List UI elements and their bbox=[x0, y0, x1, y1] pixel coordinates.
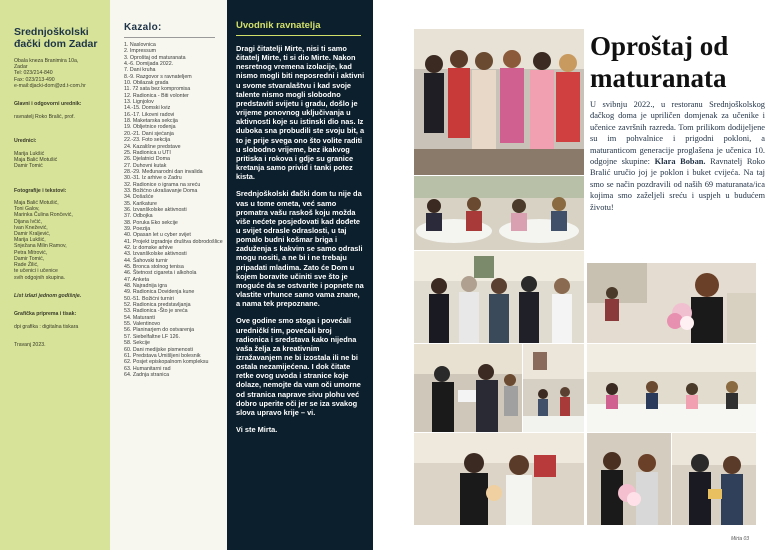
contents-item: 33. Božićno ukrašavanje Doma bbox=[124, 187, 198, 194]
print-name: dpi grafika : digitalna tiskara bbox=[14, 323, 79, 330]
photo-hall-overview bbox=[522, 343, 585, 433]
contents-item: 38. Poruka Eko sekcije bbox=[124, 219, 178, 226]
photo-dining-room bbox=[586, 343, 757, 433]
contents-item: 19. Obljetnice rođenja bbox=[124, 124, 176, 131]
editorial-column bbox=[227, 0, 373, 550]
publisher-name: Srednjoškolski đački dom Zadar bbox=[14, 26, 98, 50]
editorial-paragraph-3: Ove godine smo stoga i povećali uredničkí tim, povećali broj radionica i sredstava kako nijedna vaša želja za kreativnim izražavanjem ne bi izostala ili ne bi ostala nezamijećena. I dok čitate retke ovog uvoda i stranice koje dolaze, nemojte da vam oči umorne od stranica naprave sivu plohu već dobro uperite oči jer se iza svakog slova upravo krije – vi. bbox=[236, 316, 361, 417]
contents-item: 10. Obilazak grada bbox=[124, 80, 169, 87]
article-body bbox=[590, 99, 765, 213]
contents-item: 12. Radionica - Biti volonter bbox=[124, 92, 189, 99]
print-heading: Grafička priprema i tisak: bbox=[14, 311, 77, 318]
contents-item: 42. Iz domske arhive bbox=[124, 245, 173, 251]
photo-names: Maja Balić Motušić, Toni Galov, Marinka Čulina Rončević, Dijana Ivčić, Ivan Knežević, Damir Kraljević, Marija Lukšić, Snježana Milin Ramov, Petra Mitrović, Damir Tomić, Rade Žilić, te učenici i učenice svih odgojnih skupina. bbox=[14, 200, 73, 281]
article-title: Oproštaj od maturanata bbox=[590, 31, 729, 93]
contents-column bbox=[110, 0, 227, 550]
contents-item: 63. Humanitarni rad bbox=[124, 365, 171, 372]
contents-item: 11. 72 sata bez kompromisa bbox=[124, 86, 191, 93]
contents-item: 3. Oproštaj od maturanata bbox=[124, 54, 186, 61]
contents-item: 57. Siebelfaltne LF 126. bbox=[124, 333, 180, 340]
contents-item: 7. Dani kruha bbox=[124, 67, 156, 74]
editors-heading: Urednici: bbox=[14, 138, 37, 145]
contents-title: Kazalo: bbox=[124, 22, 162, 33]
contents-item: 60. Dani medijske pismenosti bbox=[124, 346, 193, 353]
contents-item: 24. Kazališne predstave bbox=[124, 143, 181, 150]
photo-women-flowers bbox=[586, 432, 672, 526]
contents-item: 56. Planinarjem do ostvarenja bbox=[124, 327, 195, 334]
contents-item: 41. Projekt izgradnje društva dobrodošlice bbox=[124, 238, 223, 245]
page-gutter bbox=[373, 0, 407, 550]
contents-item: 32. Radionice o igrama na sreću bbox=[124, 181, 201, 188]
editorial-paragraph-1: Dragi čitatelji Mirte, nisi ti samo čitatelj Mirte, ti si dio Mirte. Nakon nesretnog vremena izolacije, kad nismo mogli biti neposredni i aktivni u svome stvaralaštvu i kad svoje talente nismo mogli slobodno predstaviti svijetu i gradu, došlo je vrijeme ponovnog uključivanja u aktivnosti koje su istinski dio nas. Iz duboka sna probudili ste svoju bit, a to je prije svega ono što volite raditi u slobodno vrijeme, bez ikakvog pritiska i rokova i gdje su granice kretanja samo privid i tanki potez kista. bbox=[236, 44, 365, 182]
contents-item: 37. Odbojka bbox=[124, 213, 153, 220]
editorial-divider bbox=[236, 35, 361, 36]
issue-date: Travanj 2023. bbox=[14, 342, 46, 349]
contents-item: 27. Duhovni kutak bbox=[124, 162, 167, 169]
contents-item: 1. Naslovnica bbox=[124, 42, 156, 48]
contents-list bbox=[124, 42, 221, 378]
contents-item: 2. Impressum bbox=[124, 48, 157, 55]
contents-item: 22.-23. Foto sekcija bbox=[124, 137, 171, 144]
contents-item: 53. Radionica -Što je sreća bbox=[124, 308, 188, 315]
photo-student-with-flowers bbox=[586, 262, 757, 344]
contents-item: 61. Predstava Umišljeni bolesnik bbox=[124, 352, 201, 359]
contents-item: 62. Posjet episkopalnom kompleksu bbox=[124, 359, 209, 366]
photo-heading: Fotografije i tekstovi: bbox=[14, 187, 67, 194]
contents-item: 44. Šahovski turnir bbox=[124, 257, 168, 264]
contents-item: 34. Došašće bbox=[124, 194, 154, 201]
article-body-intro: U svibnju 2022., u restoranu Srednjoškolskog đačkog doma je upriličen domjenak za učenike i učenice završnih razreda. Tom prilikom dodijeljene su im pohvalnice i prigodni pokloni, a maturanticom generacije proglašena je učenica 10. odgojne skupine: bbox=[590, 100, 765, 167]
contents-item: 16.-17. Likovni radovi bbox=[124, 111, 175, 118]
contents-item: 55. Valentinovo bbox=[124, 321, 161, 328]
editorial-title: Uvodnik ravnatelja bbox=[236, 20, 321, 31]
contents-item: 36. Izvanškolske aktivnosti bbox=[124, 206, 187, 213]
contents-item: 43. Izvanškolske aktivnosti bbox=[124, 251, 187, 258]
contents-item: 8.-9. Razgovor s ravnateljem bbox=[124, 73, 192, 80]
publisher-address: Obala kneza Branimira 10a, Zadar Tel: 023/214-840 Fax: 023/213-490 e-mail:djacki-dom@zd.t-com.hr bbox=[14, 58, 86, 89]
contents-item: 30.-31. Iz arhive o Zadru bbox=[124, 175, 182, 182]
editor-heading: Glavni i odgovorni urednik: bbox=[14, 101, 82, 108]
photo-gift-handover bbox=[671, 432, 757, 526]
contents-item: 47. Anketa bbox=[124, 276, 150, 283]
contents-item: 49. Radionica Dovidenja kune bbox=[124, 289, 195, 296]
contents-item: 20.-21. Dani sjećanja bbox=[124, 130, 174, 137]
contents-item: 28.-29. Međunarodni dan invalida bbox=[124, 168, 203, 175]
photo-graduates-group bbox=[413, 28, 585, 176]
photo-award-handover bbox=[413, 343, 523, 433]
contents-item: 18. Maketarska sekcija bbox=[124, 118, 178, 125]
contents-item: 48. Najradnija igra bbox=[124, 283, 167, 290]
contents-item: 52. Radionica predstavljanja bbox=[124, 302, 191, 309]
contents-divider bbox=[124, 37, 215, 38]
contents-item: 54. Maturanti bbox=[124, 314, 155, 321]
article-body-outro: Ravnatelj Roko Bralić uručio joj je poklon i buket cvijeća. Na taj smo se način pozdravili od naših 69 maturanata/ica kojima smo zaželjeli sreću i uspjeh u budućem životu! bbox=[590, 157, 765, 212]
contents-item: 13. Lignjolov bbox=[124, 99, 154, 106]
contents-item: 26. Djelatnici Doma bbox=[124, 156, 170, 163]
contents-item: 35. Karikature bbox=[124, 200, 157, 207]
contents-item: 64. Zadnja stranica bbox=[124, 371, 170, 378]
editorial-paragraph-2: Srednjoškolski đački dom tu nije da vas u tome ometa, već samo promatra vašu raskoš koju možda više nećete posjedovati kad dođete u svijet odrasle odraslosti, u taj pomalo budni košmar briga i zaduženja s kakvim se samo odrasli mogu nositi, a ne bi i ne trebaju pripadati mladima. Zato će Dom u kojem boravite učiniti sve što je moguće da se ostvarite i popnete na vlastite vrhunce samo vama znane, a nama tek prepoznane. bbox=[236, 189, 364, 309]
editors-names: Marija Lukšić Maja Balić Motušić Damir Tomić bbox=[14, 150, 58, 170]
contents-item: 46. Štetnost cigareta i alkohola bbox=[124, 270, 197, 277]
article-highlight-name: Klara Boban. bbox=[654, 157, 706, 167]
circulation-note: List izlazi jednom godišnje. bbox=[14, 292, 82, 299]
photo-dom-staff bbox=[413, 250, 585, 344]
photo-restaurant-tables bbox=[413, 175, 585, 251]
contents-item: 14.-15. Domski kviz bbox=[124, 105, 171, 112]
impressum-column bbox=[0, 0, 110, 550]
editor-name: ravnatelj Roko Bralić, prof. bbox=[14, 113, 75, 120]
editorial-signoff: Vi ste Mirta. bbox=[236, 425, 278, 435]
contents-item: 4.-6. Domijada 2022. bbox=[124, 61, 174, 68]
contents-item: 50.-51. Božićni turniri bbox=[124, 295, 174, 302]
contents-item: 25. Radionica u UTI bbox=[124, 149, 171, 156]
contents-item: 45. Bronca stolnog tenisa bbox=[124, 264, 184, 271]
page-number: Mirta 03 bbox=[731, 536, 750, 542]
contents-item: 39. Poezija bbox=[124, 225, 151, 232]
contents-item: 40. Opasan let u cyber svijet bbox=[124, 232, 191, 239]
contents-item: 58. Sekcije bbox=[124, 340, 150, 347]
photo-principal-and-student bbox=[413, 432, 585, 526]
